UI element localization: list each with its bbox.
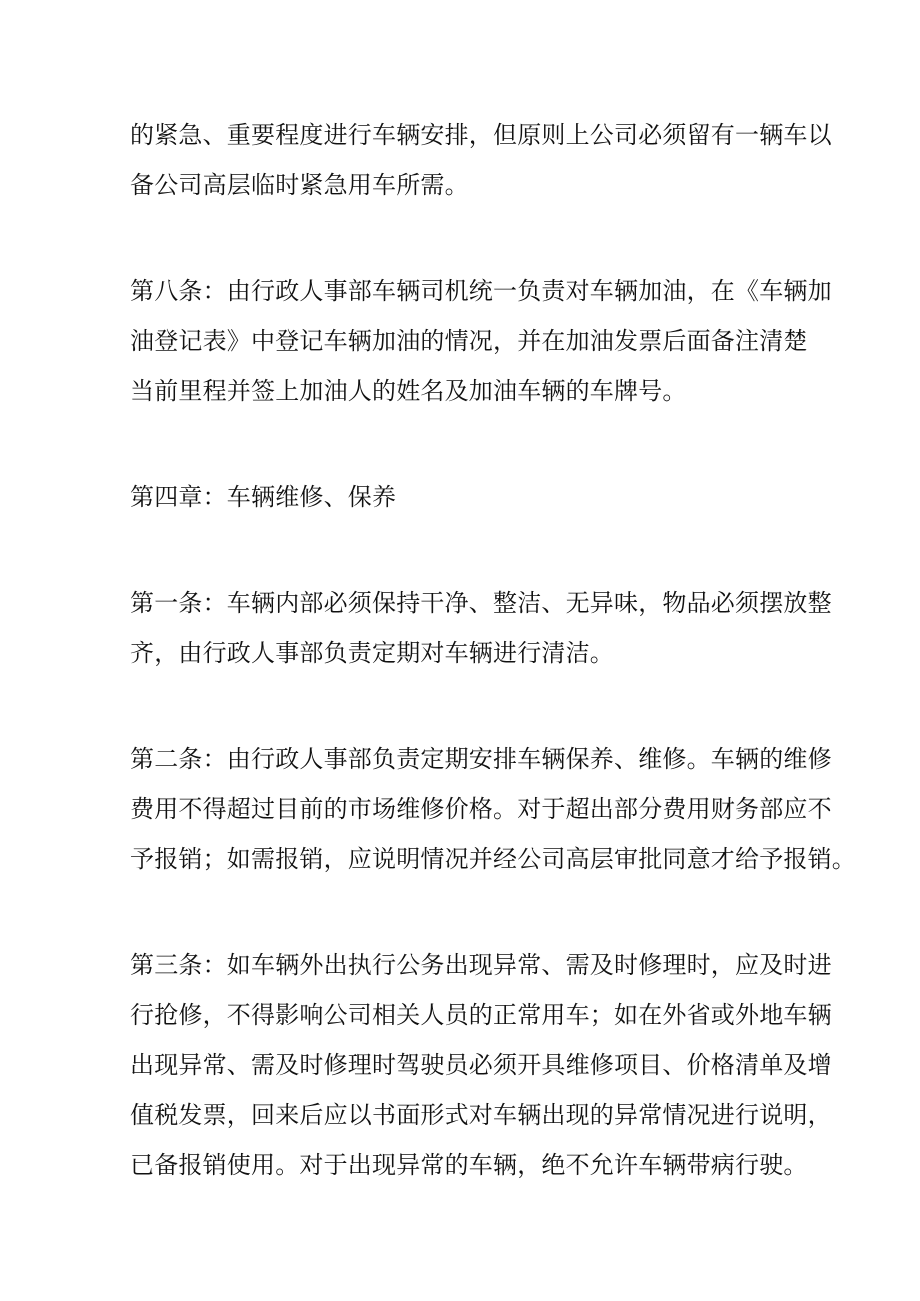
text-line: 备公司高层临时紧急用车所需。 <box>130 171 469 199</box>
text-line: 第八条：由行政人事部车辆司机统一负责对车辆加油，在《车辆加 <box>130 277 832 305</box>
document-body <box>130 110 856 1246</box>
chapter-4-heading <box>130 472 798 522</box>
text-line: 第四章：车辆维修、保养 <box>130 483 397 511</box>
text-line: 行抢修，不得影响公司相关人员的正常用车；如在外省或外地车辆 <box>130 1001 832 1029</box>
text-line: 的紧急、重要程度进行车辆安排，但原则上公司必须留有一辆车以 <box>130 121 832 149</box>
text-line: 值税发票，回来后应以书面形式对车辆出现的异常情况进行说明， <box>130 1101 832 1129</box>
paragraph-vehicle-arrangement <box>130 110 832 210</box>
text-line: 出现异常、需及时修理时驾驶员必须开具维修项目、价格清单及增 <box>130 1051 832 1079</box>
text-line: 第三条：如车辆外出执行公务出现异常、需及时修理时，应及时进 <box>130 951 832 979</box>
text-line: 第二条：由行政人事部负责定期安排车辆保养、维修。车辆的维修 <box>130 745 832 773</box>
text-line: 予报销；如需报销，应说明情况并经公司高层审批同意才给予报销。 <box>130 845 856 873</box>
paragraph-article-2 <box>130 734 856 884</box>
text-line: 齐，由行政人事部负责定期对车辆进行清洁。 <box>130 639 614 667</box>
paragraph-article-1 <box>130 578 832 678</box>
text-line: 费用不得超过目前的市场维修价格。对于超出部分费用财务部应不 <box>130 795 832 823</box>
text-line: 第一条：车辆内部必须保持干净、整洁、无异味，物品必须摆放整 <box>130 589 832 617</box>
text-line: 油登记表》中登记车辆加油的情况，并在加油发票后面备注清楚 <box>130 327 808 355</box>
paragraph-article-3 <box>130 940 832 1190</box>
paragraph-article-8 <box>130 266 832 416</box>
text-line: 已备报销使用。对于出现异常的车辆，绝不允许车辆带病行驶。 <box>130 1151 808 1179</box>
text-line: 当前里程并签上加油人的姓名及加油车辆的车牌号。 <box>130 377 687 405</box>
